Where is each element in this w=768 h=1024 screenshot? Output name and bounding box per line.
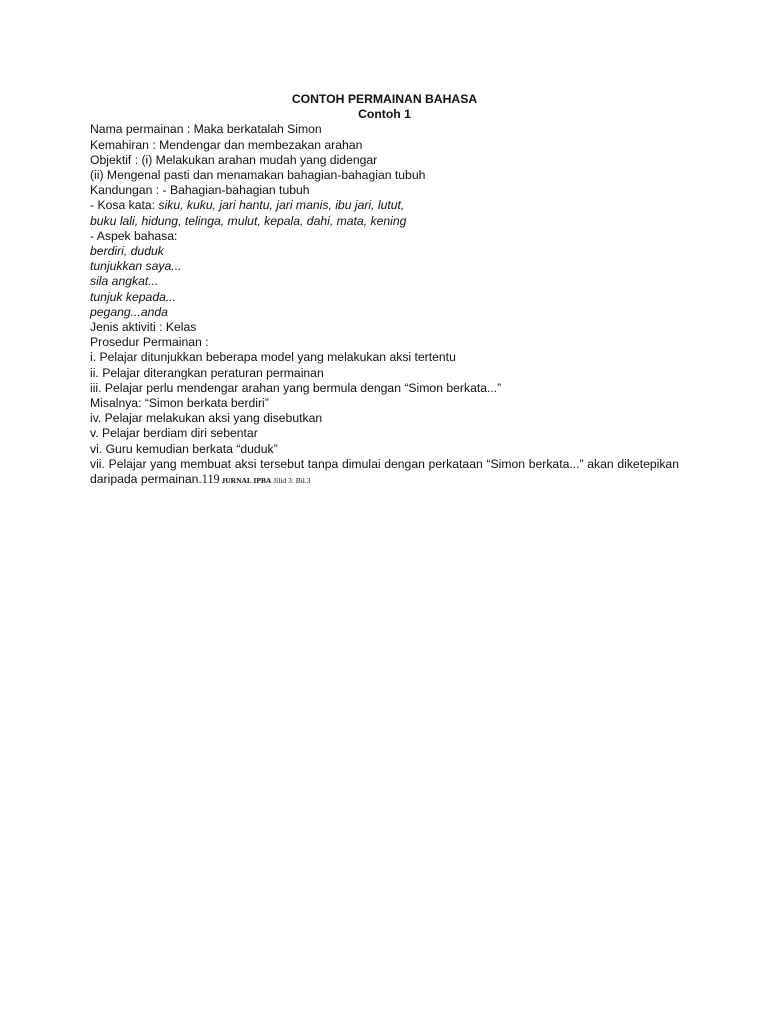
document-title: CONTOH PERMAINAN BAHASA [291,92,478,106]
page-number: 119 [201,472,220,487]
language-aspect-label: - Aspek bahasa: [90,228,178,243]
procedure-final-step [90,457,679,488]
journal-name: JURNAL IPBA [219,476,272,486]
language-aspect-item: sila angkat... [90,274,159,289]
vocabulary-words-1: siku, kuku, jari hantu, jari manis, ibu jari, lutut, [158,198,405,213]
procedure-step: v. Pelajar berdiam diri sebentar [90,426,258,441]
vocabulary-line-2: buku lali, hidung, telinga, mulut, kepala, dahi, mata, kening [90,213,407,228]
procedure-step: iii. Pelajar perlu mendengar arahan yang bermula dengan “Simon berkata...” [90,380,502,395]
vocabulary-label: - Kosa kata: [90,198,159,213]
document-subtitle: Contoh 1 [358,107,411,122]
skill-line: Kemahiran : Mendengar dan membezakan arahan [90,137,363,152]
vocabulary-line-1 [90,198,679,213]
objective-line-1: Objektif : (i) Melakukan arahan mudah yang didengar [90,152,378,167]
language-aspect-item: tunjuk kepada... [90,289,177,304]
procedure-example: Misalnya: “Simon berkata berdiri” [90,396,269,411]
language-aspect-item: berdiri, duduk [90,244,164,259]
content-line: Kandungan : - Bahagian-bahagian tubuh [90,183,310,198]
journal-volume: Jilid 3: Bil.3 [271,476,311,486]
procedure-step: vi. Guru kemudian berkata “duduk” [90,441,278,456]
document-page [90,92,679,488]
objective-line-2: (ii) Mengenal pasti dan menamakan bahagian-bahagian tubuh [90,168,426,183]
procedure-step: iv. Pelajar melakukan aksi yang disebutkan [90,411,323,426]
language-aspect-item: pegang...anda [90,304,168,319]
procedure-step: i. Pelajar ditunjukkan beberapa model yang melakukan aksi tertentu [90,350,456,365]
procedure-label: Prosedur Permainan : [90,335,209,350]
language-aspect-item: tunjukkan saya... [90,259,182,274]
activity-type-line: Jenis aktiviti : Kelas [90,320,197,335]
game-name-line: Nama permainan : Maka berkatalah Simon [90,122,322,137]
procedure-step: ii. Pelajar diterangkan peraturan permainan [90,365,324,380]
procedure-final-text: vii. Pelajar yang membuat aksi tersebut tanpa dimulai dengan perkataan “Simon berkata...” akan diketepikan daripada permainan. [90,456,679,487]
